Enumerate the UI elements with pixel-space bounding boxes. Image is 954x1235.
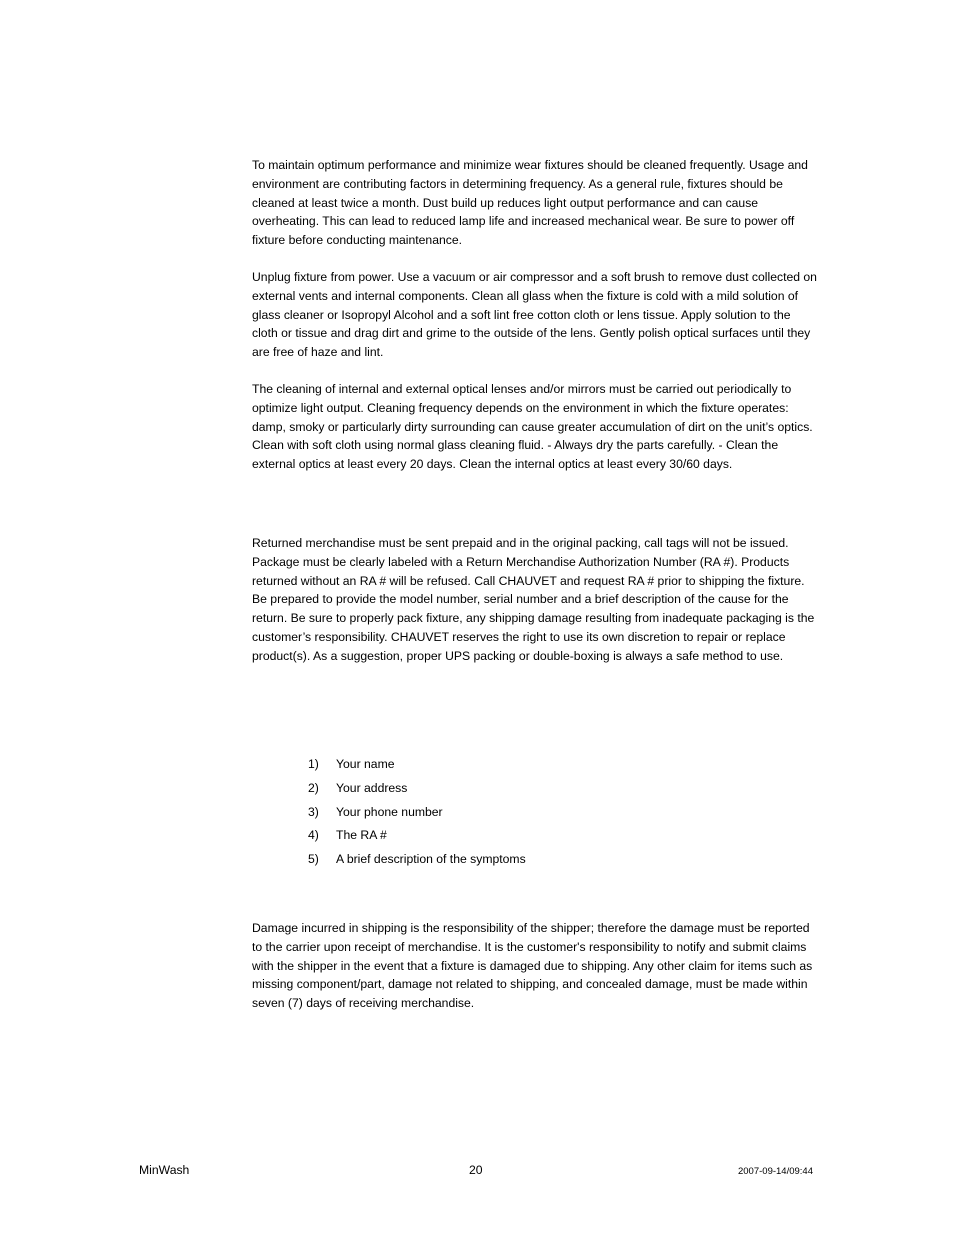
list-item-number: 5) (308, 852, 319, 867)
list-item-number: 4) (308, 828, 319, 843)
footer-page-number: 20 (469, 1163, 483, 1177)
cleaning-paragraph: Unplug fixture from power. Use a vacuum or air compressor and a soft brush to remove dust collected on external vents and internal components. Clean all glass when the fixture is cold with a mild solution of glass cleaner or Isopropyl Alcohol and a soft lint free cotton cloth or lens tissue. Apply solution to the cloth or tissue and drag dirt and grime to the outside of the lens. Gently polish optical surfaces until they are free of haze and lint. (252, 270, 817, 360)
list-item-text: Your address (336, 780, 408, 795)
list-item (308, 755, 708, 779)
list-item (308, 803, 708, 827)
list-item (308, 779, 708, 803)
list-item-number: 1) (308, 757, 319, 771)
return-info-list (308, 755, 708, 874)
damage-paragraph: Damage incurred in shipping is the responsibility of the shipper; therefore the damage must be reported to the carrier upon receipt of merchandise. It is the customer's responsibility to notify and submit claims with the shipper in the event that a fixture is damaged due to shipping. Any other claim for items such as missing component/part, damage not related to shipping, and concealed damage, must be made within seven (7) days of receiving merchandise. (252, 921, 813, 1011)
footer-product-name: MinWash (139, 1163, 190, 1177)
maintenance-paragraph: To maintain optimum performance and minimize wear fixtures should be cleaned frequently. Usage and environment are contributing factors in determining frequency. As a general rule, fixtures should be cleaned at least twice a month. Dust build up reduces light output performance and can cause overheating. This can lead to reduced lamp life and increased mechanical wear. Be sure to power off fixture before conducting maintenance. (252, 158, 808, 248)
footer-date-stamp: 2007-09-14/09:44 (737, 1166, 813, 1177)
returns-paragraph: Returned merchandise must be sent prepaid and in the original packing, call tags will not be issued. Package must be clearly labeled with a Return Merchandise Authorization Number (RA #). Products returned without an RA # will be refused. Call CHAUVET and request RA # prior to shipping the fixture. Be prepared to provide the model number, serial number and a brief description of the cause for the return. Be sure to properly pack fixture, any shipping damage resulting from inadequate packaging is the customer’s responsibility. CHAUVET reserves the right to use its own discretion to repair or replace product(s). As a suggestion, proper UPS packing or double-boxing is always a safe method to use. (252, 536, 815, 663)
list-item (308, 850, 708, 874)
list-item (308, 826, 708, 850)
list-item-text: Your name (336, 757, 395, 771)
list-item-number: 2) (308, 780, 319, 795)
list-item-text: A brief description of the symptoms (336, 852, 526, 867)
list-item-number: 3) (308, 804, 319, 819)
list-item-text: Your phone number (336, 804, 443, 819)
list-item-text: The RA # (336, 828, 387, 843)
optics-paragraph: The cleaning of internal and external optical lenses and/or mirrors must be carried out periodically to optimize light output. Cleaning frequency depends on the environment in which the fixture operates: damp, smoky or particularly dirty surrounding can cause greater accumulation of dirt on the unit’s optics. Clean with soft cloth using normal glass cleaning fluid. - Always dry the parts carefully. - Clean the external optics at least every 20 days. Clean the internal optics at least every 30/60 days. (252, 382, 813, 472)
